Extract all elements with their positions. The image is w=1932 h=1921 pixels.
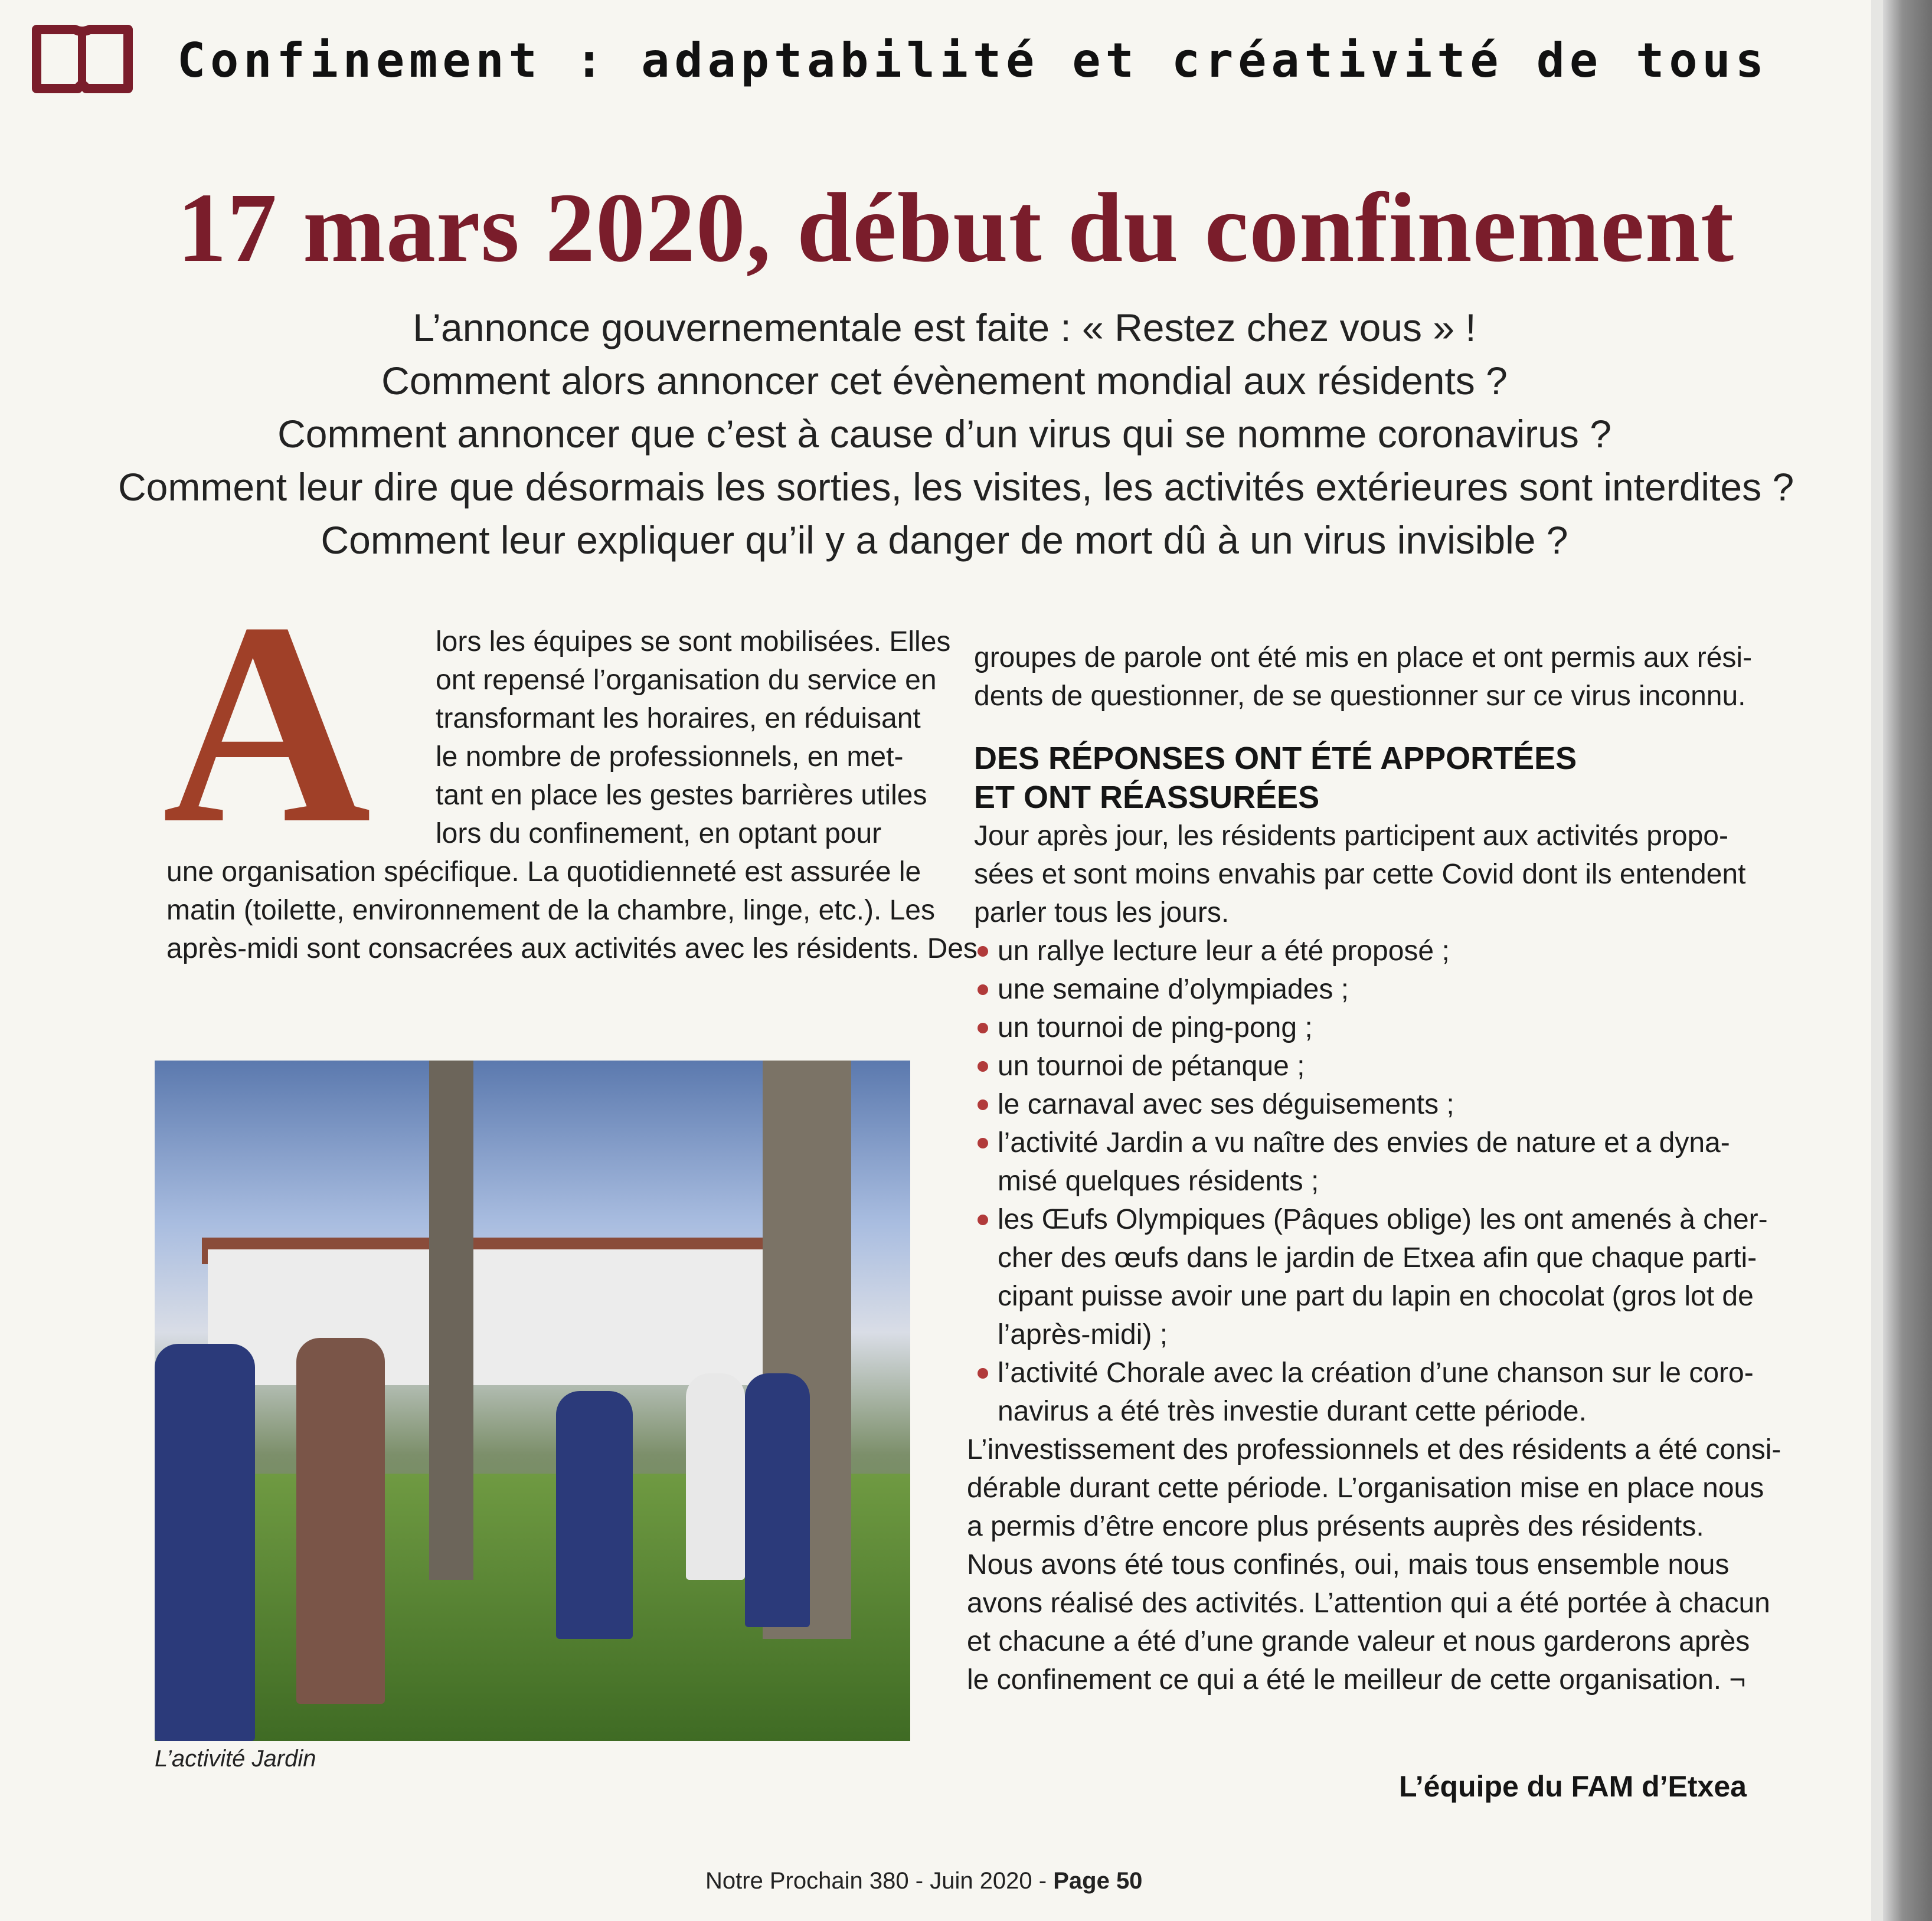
list-item-text: cher des œufs dans le jardin de Etxea afin que chaque parti- [998, 1242, 1757, 1274]
text-line: sées et sont moins envahis par cette Covid dont ils entendent [974, 859, 1746, 890]
list-item [974, 1047, 1721, 1085]
page-gutter [1871, 0, 1883, 1921]
list-item-text: une semaine d’olympiades ; [998, 974, 1349, 1005]
text-line: dérable durant cette période. L’organisation mise en place nous [967, 1472, 1764, 1504]
text-line: après-midi sont consacrées aux activités avec les résidents. Des [166, 933, 978, 964]
text-line: lors les équipes se sont mobilisées. Elles [436, 626, 951, 657]
page-edge-shadow [1883, 0, 1932, 1921]
list-item [974, 1009, 1721, 1047]
garden-activity-photo [155, 1061, 910, 1741]
text-line: le confinement ce qui a été le meilleur de cette organisation. ¬ [967, 1664, 1746, 1696]
text-line: Nous avons été tous confinés, oui, mais tous ensemble nous [967, 1549, 1730, 1580]
page-title: 17 mars 2020, début du confinement [177, 173, 1735, 283]
bullet-icon [978, 1215, 988, 1225]
bullet-icon [978, 984, 988, 995]
intro-line: Comment alors annoncer cet évènement mondial aux résidents ? [381, 359, 1508, 402]
footer-publication: Notre Prochain 380 - Juin 2020 - [705, 1868, 1054, 1894]
bullet-icon [978, 1061, 988, 1072]
subheading-line: ET ONT RÉASSURÉES [974, 780, 1320, 815]
list-item [974, 932, 1721, 970]
list-item [974, 970, 1721, 1009]
list-item-text: un tournoi de pétanque ; [998, 1051, 1305, 1082]
bullet-icon [978, 946, 988, 957]
text-line: transformant les horaires, en réduisant [436, 703, 921, 734]
photo-person [155, 1344, 255, 1741]
subheading-line: DES RÉPONSES ONT ÉTÉ APPORTÉES [974, 741, 1577, 776]
list-item [974, 1354, 1754, 1431]
text-line: matin (toilette, environnement de la chambre, linge, etc.). Les [166, 895, 935, 926]
right-column [967, 639, 1781, 1699]
subheading [974, 739, 1721, 817]
bullet-icon [978, 1138, 988, 1148]
photo-caption: L’activité Jardin [155, 1746, 316, 1772]
intro-line: Comment annoncer que c’est à cause d’un virus qui se nomme coronavirus ? [277, 412, 1611, 456]
list-item [974, 1085, 1721, 1124]
intro-line: Comment leur dire que désormais les sorties, les visites, les activités extérieures sont interdites ? [118, 465, 1794, 509]
text-line: L’investissement des professionnels et des résidents a été consi- [967, 1434, 1781, 1465]
section-title: Confinement : adaptabilité et créativité de tous [177, 33, 1768, 88]
left-column-wrap [436, 623, 951, 853]
bullet-icon [978, 1368, 988, 1379]
bullet-icon [978, 1099, 988, 1110]
text-line: avons réalisé des activités. L’attention qui a été portée à chacun [967, 1588, 1770, 1619]
photo-person [296, 1338, 385, 1704]
list-item-text: le carnaval avec ses déguisements ; [998, 1089, 1454, 1120]
signature: L’équipe du FAM d’Etxea [1399, 1770, 1747, 1803]
list-item-text: cipant puisse avoir une part du lapin en chocolat (gros lot de [998, 1281, 1754, 1312]
list-item-text: l’activité Jardin a vu naître des envies de nature et a dyna- [998, 1127, 1730, 1159]
text-line: groupes de parole ont été mis en place et ont permis aux rési- [974, 642, 1753, 673]
text-line: ont repensé l’organisation du service en [436, 665, 937, 696]
list-item-text: misé quelques résidents ; [998, 1166, 1319, 1197]
intro-line: Comment leur expliquer qu’il y a danger de mort dû à un virus invisible ? [321, 518, 1568, 562]
text-line: et chacune a été d’une grande valeur et nous garderons après [967, 1626, 1750, 1657]
text-line: Jour après jour, les résidents participent aux activités propo- [974, 820, 1728, 852]
text-line: lors du confinement, en optant pour [436, 818, 882, 849]
list-item-text: navirus a été très investie durant cette période. [998, 1396, 1587, 1427]
text-line: parler tous les jours. [974, 897, 1230, 928]
photo-person [745, 1373, 810, 1627]
bullet-icon [978, 1023, 988, 1033]
open-book-icon [31, 22, 134, 96]
list-item [974, 1200, 1768, 1354]
list-item [974, 1124, 1730, 1200]
text-line: a permis d’être encore plus présents auprès des résidents. [967, 1511, 1704, 1542]
intro-line: L’annonce gouvernementale est faite : « Restez chez vous » ! [413, 306, 1476, 349]
photo-person [556, 1391, 633, 1639]
text-line: dents de questionner, de se questionner sur ce virus inconnu. [974, 680, 1746, 712]
page-number: Page 50 [1053, 1868, 1143, 1894]
list-item-text: un rallye lecture leur a été proposé ; [998, 935, 1450, 967]
list-item-text: l’activité Chorale avec la création d’une chanson sur le coro- [998, 1357, 1754, 1389]
text-line: tant en place les gestes barrières utiles [436, 780, 927, 811]
text-line: une organisation spécifique. La quotidienneté est assurée le [166, 856, 921, 888]
drop-cap: A [162, 562, 371, 883]
activity-list [974, 932, 1768, 1431]
intro-paragraph [118, 301, 1794, 567]
list-item-text: un tournoi de ping-pong ; [998, 1012, 1313, 1043]
list-item-text: l’après-midi) ; [998, 1319, 1168, 1350]
text-line: le nombre de professionnels, en met- [436, 741, 904, 773]
left-column-full [166, 853, 978, 968]
list-item-text: les Œufs Olympiques (Pâques oblige) les ont amenés à cher- [998, 1204, 1768, 1235]
photo-person [686, 1373, 745, 1580]
page-footer [705, 1868, 1142, 1894]
photo-tree-trunk [429, 1061, 473, 1580]
